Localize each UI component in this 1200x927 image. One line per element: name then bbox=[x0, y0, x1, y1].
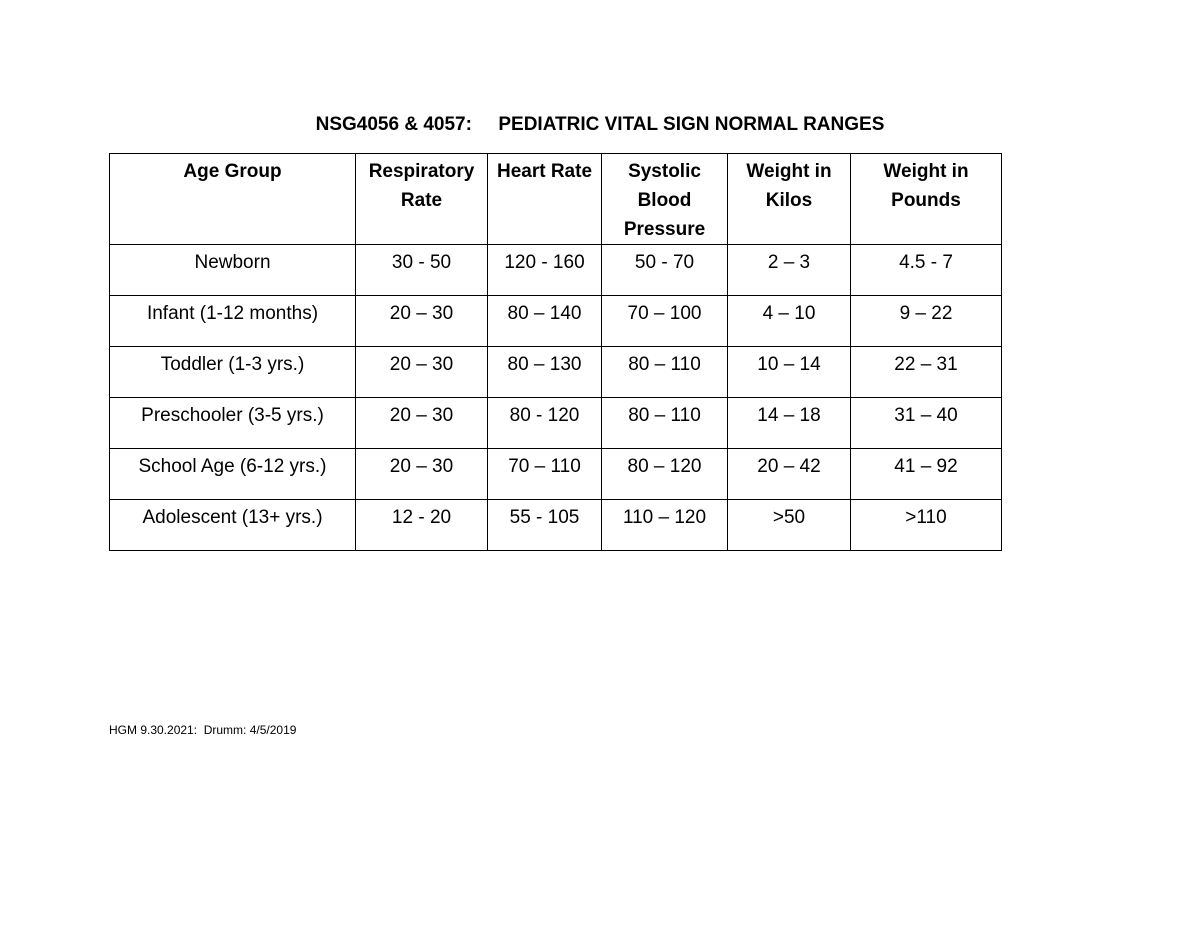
header-systolic-blood-pressure: Systolic Blood Pressure bbox=[602, 154, 728, 245]
cell-weight-kilos: >50 bbox=[728, 500, 851, 551]
table-row bbox=[110, 449, 1002, 500]
table-row bbox=[110, 245, 1002, 296]
cell-heart-rate: 70 – 110 bbox=[488, 449, 602, 500]
table-row bbox=[110, 296, 1002, 347]
cell-systolic-bp: 70 – 100 bbox=[602, 296, 728, 347]
cell-age-group: Preschooler (3-5 yrs.) bbox=[110, 398, 356, 449]
cell-heart-rate: 80 - 120 bbox=[488, 398, 602, 449]
cell-respiratory-rate: 20 – 30 bbox=[356, 449, 488, 500]
cell-systolic-bp: 110 – 120 bbox=[602, 500, 728, 551]
cell-respiratory-rate: 20 – 30 bbox=[356, 398, 488, 449]
header-weight-pounds: Weight in Pounds bbox=[851, 154, 1002, 245]
title-course-code: NSG4056 & 4057: bbox=[315, 114, 472, 135]
cell-respiratory-rate: 20 – 30 bbox=[356, 347, 488, 398]
cell-heart-rate: 80 – 130 bbox=[488, 347, 602, 398]
cell-weight-pounds: 22 – 31 bbox=[851, 347, 1002, 398]
table-row bbox=[110, 500, 1002, 551]
cell-weight-pounds: 9 – 22 bbox=[851, 296, 1002, 347]
cell-heart-rate: 120 - 160 bbox=[488, 245, 602, 296]
title-heading-text: PEDIATRIC VITAL SIGN NORMAL RANGES bbox=[498, 114, 885, 135]
cell-systolic-bp: 80 – 110 bbox=[602, 398, 728, 449]
cell-age-group: Infant (1-12 months) bbox=[110, 296, 356, 347]
cell-age-group: Toddler (1-3 yrs.) bbox=[110, 347, 356, 398]
cell-weight-pounds: 4.5 - 7 bbox=[851, 245, 1002, 296]
table-row bbox=[110, 347, 1002, 398]
table-header-row bbox=[110, 154, 1002, 245]
cell-systolic-bp: 80 – 110 bbox=[602, 347, 728, 398]
header-weight-kilos: Weight in Kilos bbox=[728, 154, 851, 245]
cell-heart-rate: 80 – 140 bbox=[488, 296, 602, 347]
vital-signs-table bbox=[109, 153, 1002, 551]
cell-weight-pounds: >110 bbox=[851, 500, 1002, 551]
cell-weight-kilos: 10 – 14 bbox=[728, 347, 851, 398]
cell-weight-kilos: 4 – 10 bbox=[728, 296, 851, 347]
footer-note: HGM 9.30.2021: Drumm: 4/5/2019 bbox=[109, 723, 297, 737]
cell-systolic-bp: 50 - 70 bbox=[602, 245, 728, 296]
cell-weight-kilos: 2 – 3 bbox=[728, 245, 851, 296]
cell-weight-kilos: 20 – 42 bbox=[728, 449, 851, 500]
cell-weight-pounds: 41 – 92 bbox=[851, 449, 1002, 500]
table-row bbox=[110, 398, 1002, 449]
header-age-group: Age Group bbox=[110, 154, 356, 245]
cell-heart-rate: 55 - 105 bbox=[488, 500, 602, 551]
cell-weight-kilos: 14 – 18 bbox=[728, 398, 851, 449]
cell-respiratory-rate: 12 - 20 bbox=[356, 500, 488, 551]
header-respiratory-rate: Respiratory Rate bbox=[356, 154, 488, 245]
cell-age-group: Adolescent (13+ yrs.) bbox=[110, 500, 356, 551]
cell-age-group: Newborn bbox=[110, 245, 356, 296]
cell-age-group: School Age (6-12 yrs.) bbox=[110, 449, 356, 500]
cell-respiratory-rate: 20 – 30 bbox=[356, 296, 488, 347]
cell-respiratory-rate: 30 - 50 bbox=[356, 245, 488, 296]
cell-weight-pounds: 31 – 40 bbox=[851, 398, 1002, 449]
document-title bbox=[0, 113, 1200, 137]
header-heart-rate: Heart Rate bbox=[488, 154, 602, 245]
cell-systolic-bp: 80 – 120 bbox=[602, 449, 728, 500]
